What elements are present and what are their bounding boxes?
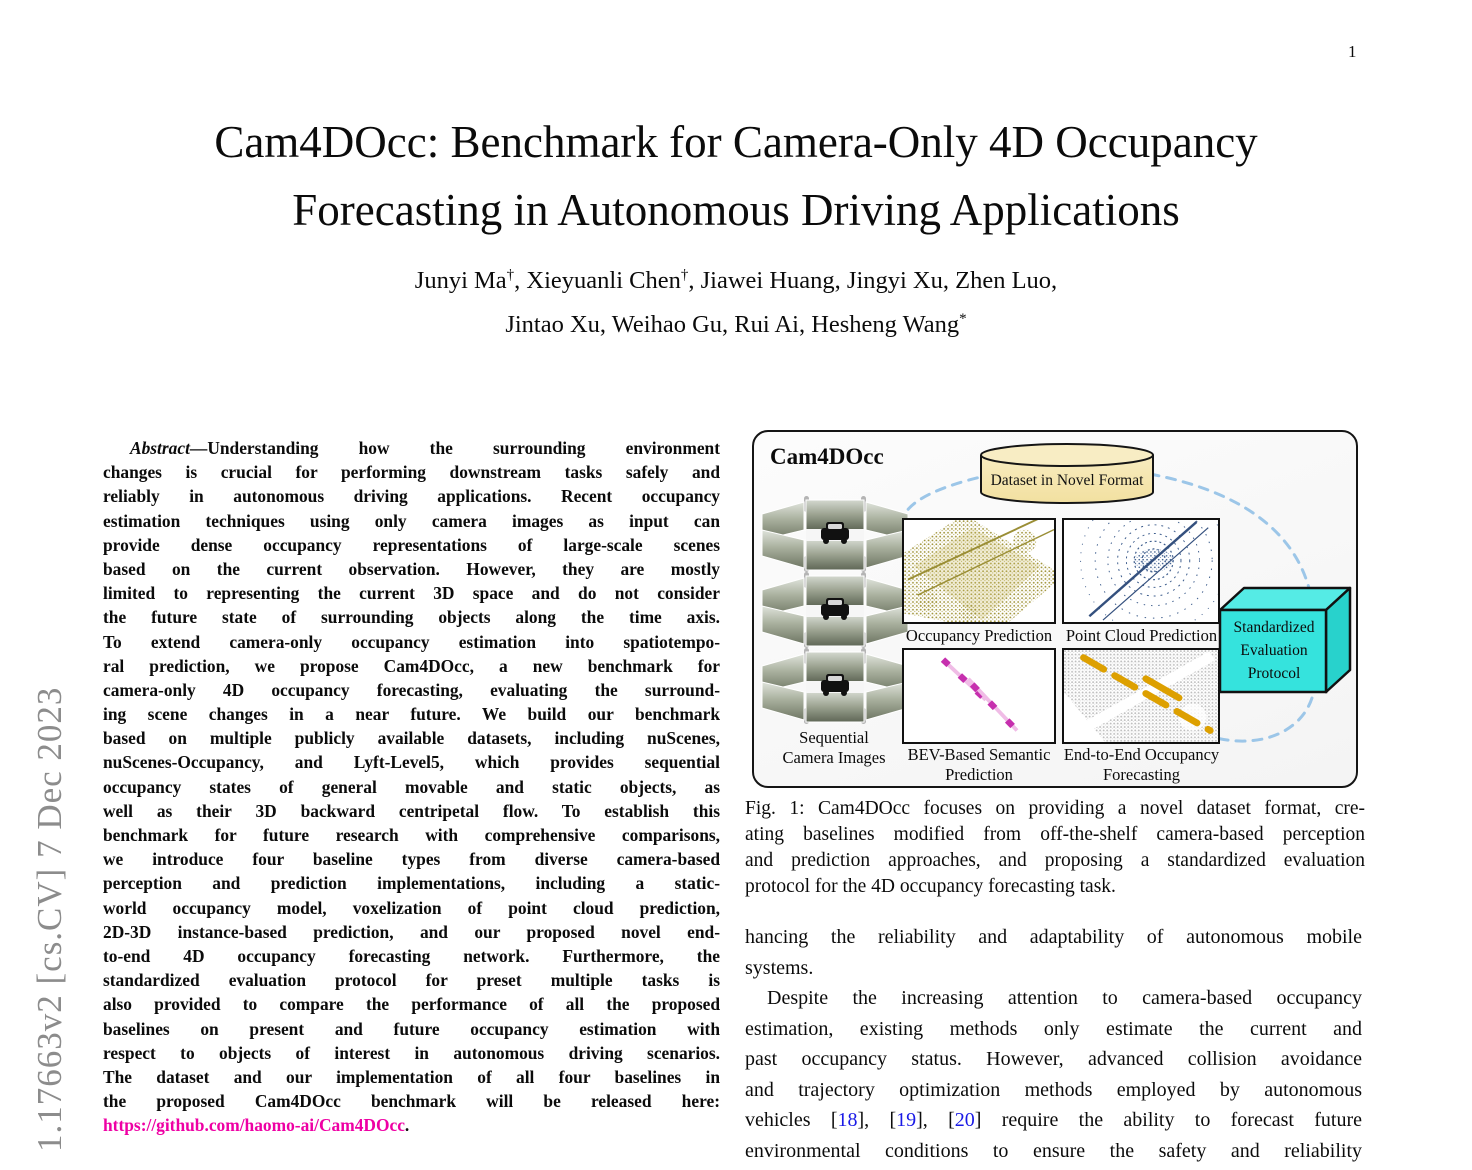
- bev-semantic-prediction-label: BEV-Based Semantic Prediction: [894, 745, 1064, 785]
- abstract-line: provide dense occupancy representations of large-scale scenes: [103, 535, 720, 559]
- abstract-line: The dataset and our implementation of all four baselines in: [103, 1067, 720, 1091]
- end-to-end-forecasting-image: [1062, 648, 1220, 744]
- abstract-line: [103, 1115, 720, 1139]
- abstract-line: the future state of surrounding objects along the time axis.: [103, 607, 720, 631]
- abstract-line: the proposed Cam4DOcc benchmark will be released here:: [103, 1091, 720, 1115]
- occupancy-prediction-label: Occupancy Prediction: [894, 626, 1064, 646]
- abstract-line: Abstract—Understanding how the surrounding environment: [103, 438, 720, 462]
- abstract-line: 2D-3D instance-based prediction, and our proposed novel end-: [103, 922, 720, 946]
- occupancy-prediction-image: [902, 518, 1056, 624]
- camera-images-icon: [760, 496, 910, 574]
- caption-line: Fig. 1: Cam4DOcc focuses on providing a novel dataset format, cre-: [745, 798, 1365, 824]
- abstract-line: ral prediction, we propose Cam4DOcc, a new benchmark for: [103, 656, 720, 680]
- evaluation-protocol-label: Standardized Evaluation Protocol: [1220, 616, 1328, 685]
- bev-semantic-prediction-image: [902, 648, 1056, 744]
- abstract-line: reliably in autonomous driving applications. Recent occupancy: [103, 486, 720, 510]
- body-line-clipped: environmental conditions to ensure the safety and reliability: [745, 1140, 1362, 1170]
- abstract-line: estimation techniques using only camera images as input can: [103, 511, 720, 535]
- abstract-line: nuScenes-Occupancy, and Lyft-Level5, which provides sequential: [103, 752, 720, 776]
- figure-1: [752, 430, 1358, 788]
- url-period: .: [405, 1115, 409, 1135]
- release-url-link[interactable]: https://github.com/haomo-ai/Cam4DOcc: [103, 1115, 405, 1135]
- body-line: estimation, existing methods only estimate the current and: [745, 1018, 1362, 1049]
- citation-link-19[interactable]: 19: [896, 1109, 916, 1131]
- abstract-line: well as their 3D backward centripetal flow. To establish this: [103, 801, 720, 825]
- camera-images-icon: [760, 572, 910, 650]
- abstract-line: standardized evaluation protocol for preset multiple tasks is: [103, 970, 720, 994]
- author-list: [0, 256, 1472, 344]
- abstract-line: benchmark for future research with comprehensive comparisons,: [103, 825, 720, 849]
- body-line: hancing the reliability and adaptability of autonomous mobile: [745, 926, 1362, 957]
- body-line: past occupancy status. However, advanced collision avoidance: [745, 1048, 1362, 1079]
- abstract-line: based on the current observation. However, they are mostly: [103, 559, 720, 583]
- citation-link-20[interactable]: 20: [955, 1109, 975, 1131]
- point-cloud-prediction-image: [1062, 518, 1220, 624]
- point-cloud-prediction-label: Point Cloud Prediction: [1054, 626, 1229, 646]
- camera-images-label: Sequential Camera Images: [756, 728, 912, 768]
- title-line-2: Forecasting in Autonomous Driving Applications: [0, 176, 1472, 244]
- abstract-line: to-end 4D occupancy forecasting network. Furthermore, the: [103, 946, 720, 970]
- abstract-line: respect to objects of interest in autonomous driving scenarios.: [103, 1043, 720, 1067]
- paper-title: [0, 108, 1472, 244]
- caption-line: protocol for the 4D occupancy forecasting task.: [745, 876, 1365, 902]
- abstract-line: perception and prediction implementations, including a static-: [103, 873, 720, 897]
- author-line-2: Jintao Xu, Weihao Gu, Rui Ai, Hesheng Wang*: [0, 300, 1472, 344]
- figure-brand-label: Cam4DOcc: [770, 444, 884, 470]
- author-line-1: Junyi Ma†, Xieyuanli Chen†, Jiawei Huang, Jingyi Xu, Zhen Luo,: [0, 256, 1472, 300]
- abstract-line: baselines on present and future occupancy estimation with: [103, 1019, 720, 1043]
- page-number: 1: [1348, 42, 1357, 62]
- dagger-mark: †: [507, 267, 515, 283]
- abstract-line: occupancy states of general movable and static objects, as: [103, 777, 720, 801]
- body-line-citations: vehicles [18], [19], [20] require the ability to forecast future: [745, 1109, 1362, 1140]
- dagger-mark: †: [681, 267, 689, 283]
- figure-caption: [745, 798, 1365, 902]
- body-text-column: [745, 926, 1362, 1170]
- abstract-line: we introduce four baseline types from diverse camera-based: [103, 849, 720, 873]
- abstract-line: world occupancy model, voxelization of point cloud prediction,: [103, 898, 720, 922]
- body-line: systems.: [745, 957, 1362, 988]
- abstract-line: To extend camera-only occupancy estimation into spatiotempo-: [103, 632, 720, 656]
- abstract-block: [103, 438, 720, 1139]
- dataset-cylinder-label: Dataset in Novel Format: [991, 472, 1145, 489]
- caption-line: and prediction approaches, and proposing a standardized evaluation: [745, 850, 1365, 876]
- body-line: Despite the increasing attention to camera-based occupancy: [745, 987, 1362, 1018]
- abstract-line: also provided to compare the performance of all the proposed: [103, 994, 720, 1018]
- arxiv-watermark: 1.17663v2 [cs.CV] 7 Dec 2023: [30, 452, 70, 1152]
- body-line: and trajectory optimization methods employed by autonomous: [745, 1079, 1362, 1110]
- end-to-end-forecasting-label: End-to-End Occupancy Forecasting: [1054, 745, 1229, 785]
- abstract-line: ing scene changes in a near future. We build our benchmark: [103, 704, 720, 728]
- dataset-cylinder-icon: [978, 442, 1156, 506]
- abstract-label: Abstract: [103, 438, 190, 458]
- abstract-line: changes is crucial for performing downstream tasks safely and: [103, 462, 720, 486]
- abstract-line: camera-only 4D occupancy forecasting, evaluating the surround-: [103, 680, 720, 704]
- caption-line: ating baselines modified from off-the-shelf camera-based perception: [745, 824, 1365, 850]
- asterisk-mark: *: [959, 311, 967, 327]
- camera-images-icon: [760, 648, 910, 726]
- abstract-line: limited to representing the current 3D space and do not consider: [103, 583, 720, 607]
- abstract-line: based on multiple publicly available datasets, including nuScenes,: [103, 728, 720, 752]
- title-line-1: Cam4DOcc: Benchmark for Camera-Only 4D Occupancy: [0, 108, 1472, 176]
- citation-link-18[interactable]: 18: [838, 1109, 858, 1131]
